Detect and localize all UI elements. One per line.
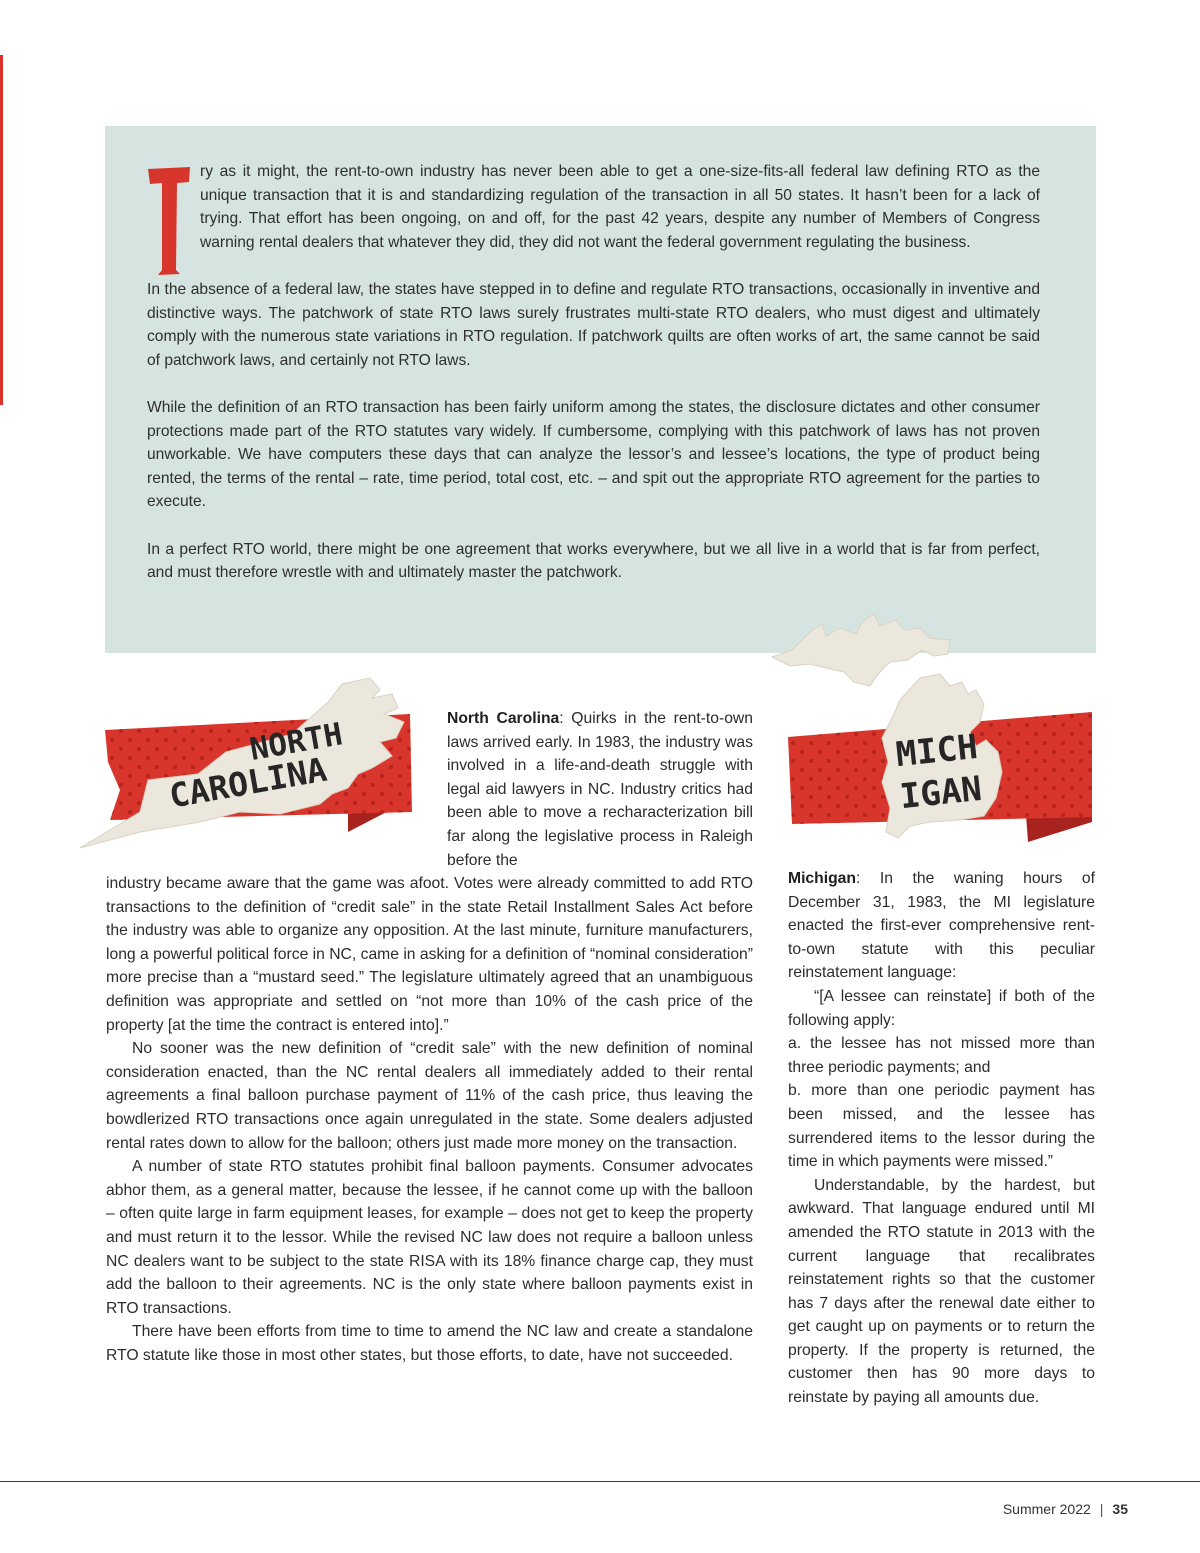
nc-paragraph-3: A number of state RTO statutes prohibit final balloon payments. Consumer advocates abhor them, as a general matter, because the lessee, if he cannot come up with the balloon – often quite large in farm equipment leases, for example – does not get to keep the property and must return it to the lessor. While the revised NC law does not require a balloon unless NC dealers want to be subject to the state RISA with its 18% finance charge cap, they must add the balloon to their agreements. NC is the only state where balloon payments exist in RTO transactions. (106, 1158, 753, 1317)
nc-paragraph-1: industry became aware that the game was afoot. Votes were already committed to add RTO transactions to the definition of “credit sale” in the state Retail Installment Sales Act before the industry was able to organize any opposition. At the last minute, furniture manufacturers, long a powerful political force in NC, came in asking for a definition of “nominal consideration” more precise than a “mustard seed.” The legislature ultimately agreed that an unambiguous definition was appropriate and settled on “not more than 10% of the cash price of the property [at the time the contract is entered into].” (106, 875, 754, 1034)
footer-separator: | (1099, 1501, 1104, 1517)
mi-banner-line2: IGAN (898, 768, 984, 818)
issue-label: Summer 2022 (1002, 1501, 1091, 1517)
mi-column (788, 867, 1095, 1410)
nc-paragraph-2: No sooner was the new definition of “credit sale” with the new definition of nominal consideration enacted, than the NC rental dealers all immediately added to their rental agreements a final balloon purchase payment of 11% of the cash price, thus leaving the bowdlerized RTO transactions once again unregulated in the state. Some dealers adjusted rental rates down to allow for the balloon; others just made more money on the transaction. (106, 1040, 753, 1152)
intro-paragraph-4: In a perfect RTO world, there might be one agreement that works everywhere, but we all live in a world that is far from perfect, and must therefore wrestle with and ultimately master the patchwork. (147, 540, 1040, 582)
mi-heading: Michigan (788, 870, 856, 887)
intro-box (105, 126, 1096, 653)
page-number: 35 (1112, 1501, 1128, 1517)
mi-banner-line1: MICH (894, 726, 980, 776)
mi-item-a: a. the lessee has not missed more than three periodic payments; and (788, 1035, 1095, 1076)
mi-quote: “[A lessee can reinstate] if both of the following apply: (788, 987, 1095, 1029)
mi-lead-text: : In the waning hours of December 31, 1983, the MI legislature enacted the first-ever comprehensive rent-to-own statute with this peculiar reinstatement language: (788, 870, 1095, 982)
mi-paragraph-2: Understandable, by the hardest, but awkward. That language endured until MI amended the RTO statute in 2013 with the current language that recalibrates reinstatement rights so that the customer has 7 days after the renewal date either to get caught up on payments or to return the property. If the property is returned, the customer then has 90 more days to reinstate by paying all amounts due. (788, 1176, 1095, 1407)
footer-rule (0, 1481, 1200, 1482)
michigan-banner (770, 612, 1100, 857)
intro-paragraph-2: In the absence of a federal law, the states have stepped in to define and regulate RTO transactions, occasionally in inventive and distinctive ways. The patchwork of state RTO laws surely frustrates multi-state RTO dealers, who must digest and ultimately comply with the numerous state variations in RTO regulation. If patchwork quilts are often works of art, the same cannot be said of patchwork laws, and certainly not RTO laws. (147, 280, 1040, 369)
nc-banner-line2: CAROLINA (166, 749, 330, 816)
dropcap (147, 166, 191, 276)
north-carolina-banner (80, 672, 425, 852)
intro-paragraph-1: T ry as it might, the rent-to-own industry has never been able to get a one-size-fits-all federal law defining RTO as the unique transaction that it is and standardizing regulation of the transaction in all 50 states. It hasn’t been for a lack of trying. That effort has been ongoing, on and off, for the past 42 years, despite any number of Members of Congress warning rental dealers that whatever they did, they did not want the federal government regulating the business. (147, 160, 1040, 254)
nc-paragraph-4: There have been efforts from time to time to amend the NC law and create a standalone RTO statute like those in most other states, but those efforts, to date, have not succeeded. (106, 1323, 753, 1364)
nc-lead-paragraph (447, 707, 753, 872)
mi-lead-paragraph (788, 867, 1095, 985)
nc-lead-text: : Quirks in the rent-to-own laws arrived early. In 1983, the industry was involved in a life-and-death struggle with legal aid lawyers in NC. Industry critics had been able to move a recharacterization bill far along the legislative process in Raleigh before the (447, 710, 753, 869)
edge-mark (0, 55, 3, 405)
nc-heading: North Carolina (447, 710, 560, 727)
intro-text (147, 160, 1040, 608)
footer (1003, 1501, 1128, 1517)
intro-paragraph-3: While the definition of an RTO transaction has been fairly uniform among the states, the disclosure dictates and other consumer protections made part of the RTO statutes vary widely. If cumbersome, complying with this patchwork of laws has not proven unworkable. We have computers these days that can analyze the lessor’s and lessee’s locations, the type of product being rented, the terms of the rental – rate, time period, total cost, etc. – and spit out the appropriate RTO agreement for the parties to execute. (147, 398, 1040, 511)
nc-banner-line1: NORTH (247, 716, 346, 768)
mi-item-b: b. more than one periodic payment has been missed, and the lessee has surrendered items to the lessor during the time in which payments were missed.” (788, 1082, 1095, 1171)
svg-text:T: T (169, 225, 171, 227)
dropcap-graphic (147, 166, 191, 276)
nc-main-column (106, 872, 753, 1367)
